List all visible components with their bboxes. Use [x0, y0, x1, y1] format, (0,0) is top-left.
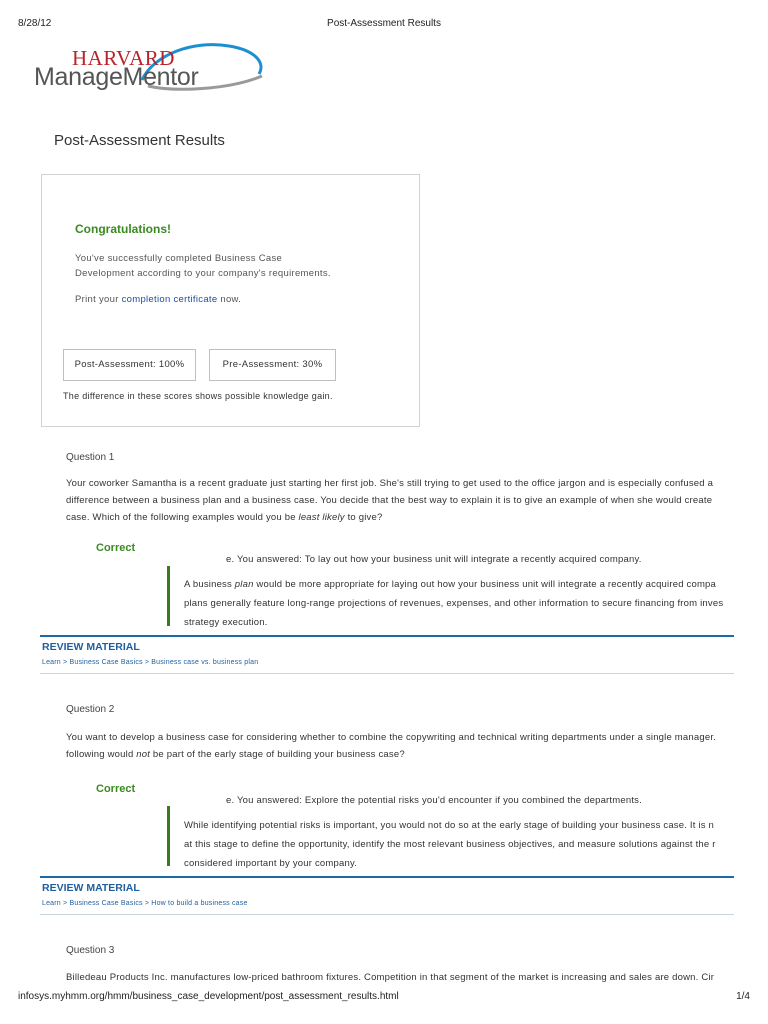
- question-2-label: Question 2: [66, 704, 115, 715]
- text-segment: to give?: [344, 512, 383, 523]
- text-segment: following would: [66, 749, 137, 760]
- logo-managementor-text: ManageMentor: [34, 63, 199, 91]
- difference-note: The difference in these scores shows possible knowledge gain.: [63, 391, 333, 401]
- feedback-line: While identifying potential risks is important, you would not do so at the early stage of building your business case. It is n: [184, 820, 715, 831]
- feedback-line: strategy execution.: [184, 617, 268, 628]
- emphasis-text: plan: [234, 579, 254, 590]
- question-2-text: [66, 729, 734, 763]
- completion-certificate-link[interactable]: completion certificate: [121, 294, 218, 305]
- feedback-line: considered important by your company.: [184, 858, 358, 869]
- print-suffix: now.: [217, 294, 242, 305]
- completion-message: [75, 251, 375, 281]
- feedback-line: at this stage to define the opportunity, identify the most relevant business objectives, and measure solutions against the r: [184, 839, 716, 850]
- review-divider: [40, 673, 734, 674]
- review-breadcrumb-link[interactable]: Learn > Business Case Basics > Business case vs. business plan: [42, 659, 259, 666]
- feedback-bar: [167, 566, 170, 626]
- review-rule: [40, 635, 734, 637]
- completion-message-line: You've successfully completed Business Case: [75, 253, 283, 264]
- question-text-line: [66, 509, 734, 526]
- review-divider: [40, 914, 734, 915]
- emphasis-text: not: [136, 749, 151, 760]
- congrats-heading: Congratulations!: [75, 222, 171, 236]
- post-assessment-score: Post-Assessment: 100%: [63, 349, 196, 381]
- page-title: Post-Assessment Results: [54, 132, 225, 149]
- question-2-feedback: [184, 816, 734, 873]
- completion-message-line: Development according to your company's requirements.: [75, 268, 331, 279]
- question-3-label: Question 3: [66, 945, 115, 956]
- question-3-text: [66, 969, 734, 986]
- review-breadcrumb-link[interactable]: Learn > Business Case Basics > How to build a business case: [42, 900, 248, 907]
- pre-assessment-score: Pre-Assessment: 30%: [209, 349, 336, 381]
- review-rule: [40, 876, 734, 878]
- question-text-line: [66, 746, 734, 763]
- question-2-answer: e. You answered: Explore the potential risks you'd encounter if you combined the departments.: [226, 795, 642, 806]
- question-text-line: Billedeau Products Inc. manufactures low-priced bathroom fixtures. Competition in that segment of the market is increasing and sales are down. Cir: [66, 972, 715, 983]
- question-2-result: Correct: [96, 783, 136, 795]
- print-title: Post-Assessment Results: [327, 18, 441, 29]
- emphasis-text: least likely: [298, 512, 345, 523]
- feedback-line: plans generally feature long-range projections of revenues, expenses, and other information to secure financing from inves: [184, 598, 724, 609]
- print-date: 8/28/12: [18, 18, 52, 29]
- text-segment: would be more appropriate for laying out how your business unit will integrate a recently acquired compa: [253, 579, 717, 590]
- question-1-result: Correct: [96, 542, 136, 554]
- feedback-line: [184, 575, 734, 594]
- question-text-line: difference between a business plan and a business case. You decide that the best way to explain it is to give an example of when she would create: [66, 495, 713, 506]
- results-panel: [41, 174, 420, 427]
- review-material-heading: REVIEW MATERIAL: [42, 641, 140, 653]
- text-segment: be part of the early stage of building your business case?: [150, 749, 405, 760]
- question-text-line: You want to develop a business case for considering whether to combine the copywriting and technical writing departments under a single manager.: [66, 732, 717, 743]
- print-prefix: Print your: [75, 294, 122, 305]
- logo-harvard-text: HARVARD: [72, 46, 175, 70]
- page-url: infosys.myhmm.org/hmm/business_case_development/post_assessment_results.html: [18, 991, 399, 1002]
- text-segment: case. Which of the following examples would you be: [66, 512, 299, 523]
- review-material-heading: REVIEW MATERIAL: [42, 882, 140, 894]
- harvard-managementor-logo: [34, 38, 274, 98]
- text-segment: A business: [184, 579, 235, 590]
- question-1-label: Question 1: [66, 452, 115, 463]
- question-1-text: [66, 475, 734, 526]
- question-1-feedback: [184, 575, 734, 632]
- question-text-line: Your coworker Samantha is a recent graduate just starting her first job. She's still trying to get used to the office jargon and is especially confused a: [66, 478, 714, 489]
- question-1-answer: e. You answered: To lay out how your business unit will integrate a recently acquired company.: [226, 554, 642, 565]
- page-number: 1/4: [736, 991, 750, 1002]
- print-certificate-line: [75, 294, 241, 305]
- feedback-bar: [167, 806, 170, 866]
